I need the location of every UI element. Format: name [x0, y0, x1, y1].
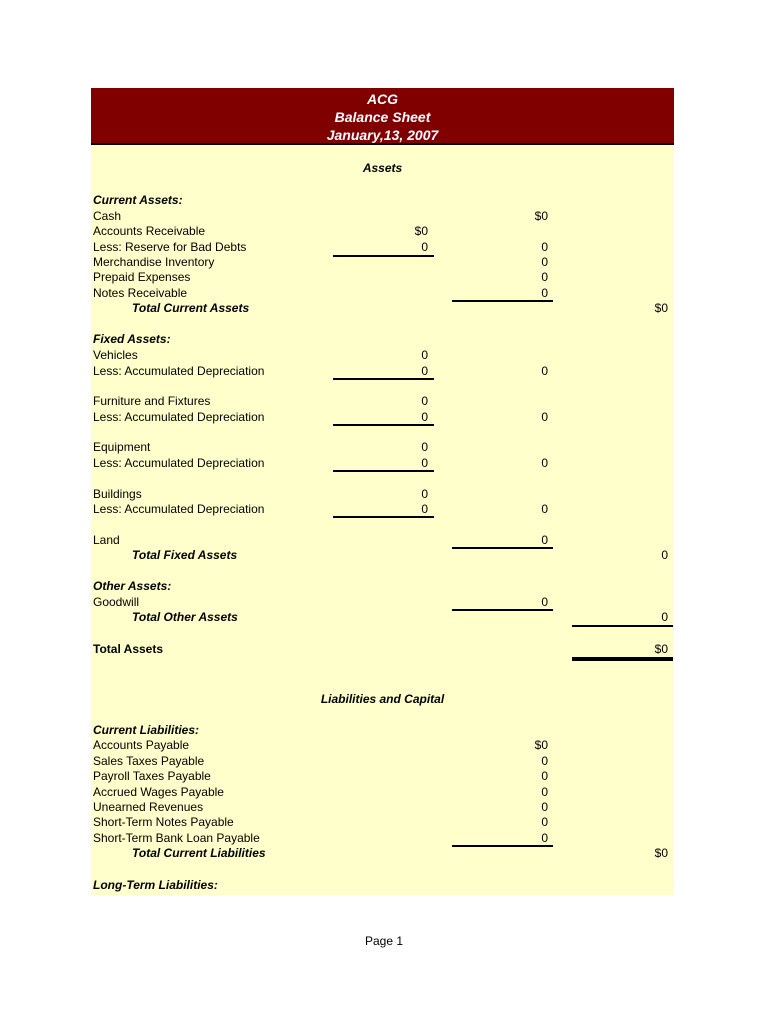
vehicles-value: 0 [421, 348, 428, 362]
notes-label: Notes Receivable [93, 286, 188, 300]
equipment-dep-value: 0 [421, 456, 428, 470]
long-term-liabilities-heading: Long-Term Liabilities: [93, 878, 218, 892]
buildings-net-value: 0 [541, 502, 548, 516]
st-notes-value: 0 [541, 815, 548, 829]
underline [452, 300, 553, 302]
buildings-label: Buildings [93, 487, 142, 501]
wages-label: Accrued Wages Payable [93, 785, 224, 799]
ar-value: $0 [414, 224, 428, 238]
current-assets-heading: Current Assets: [93, 193, 183, 207]
inventory-value: 0 [541, 255, 548, 269]
st-notes-label: Short-Term Notes Payable [93, 815, 234, 829]
furniture-dep-value: 0 [421, 410, 428, 424]
total-assets-label: Total Assets [93, 642, 164, 656]
equipment-dep-label: Less: Accumulated Depreciation [93, 456, 265, 470]
st-loan-value: 0 [541, 831, 548, 845]
vehicles-dep-label: Less: Accumulated Depreciation [93, 364, 265, 378]
underline [333, 424, 434, 426]
cash-label: Cash [93, 209, 122, 223]
unearned-label: Unearned Revenues [93, 800, 204, 814]
prepaid-value: 0 [541, 270, 548, 284]
underline [452, 845, 553, 847]
sales-tax-value: 0 [541, 754, 548, 768]
buildings-dep-value: 0 [421, 502, 428, 516]
wages-value: 0 [541, 785, 548, 799]
vehicles-label: Vehicles [93, 348, 138, 362]
vehicles-net-value: 0 [541, 364, 548, 378]
report-date: January,13, 2007 [326, 127, 439, 143]
buildings-dep-label: Less: Accumulated Depreciation [93, 502, 265, 516]
underline [333, 255, 434, 257]
net-ar-value: 0 [541, 240, 548, 254]
notes-value: 0 [541, 286, 548, 300]
ap-value: $0 [534, 738, 548, 752]
land-value: 0 [541, 533, 548, 547]
sheet-header [91, 88, 674, 145]
equipment-value: 0 [421, 440, 428, 454]
total-fixed-assets-value: 0 [661, 548, 668, 562]
total-fixed-assets-label: Total Fixed Assets [132, 548, 238, 562]
other-assets-heading: Other Assets: [93, 579, 172, 593]
ap-label: Accounts Payable [93, 738, 190, 752]
total-assets-value: $0 [654, 642, 668, 656]
prepaid-label: Prepaid Expenses [93, 270, 191, 284]
underline [452, 609, 553, 611]
report-title: Balance Sheet [334, 109, 431, 125]
furniture-net-value: 0 [541, 410, 548, 424]
inventory-label: Merchandise Inventory [93, 255, 215, 269]
st-loan-label: Short-Term Bank Loan Payable [93, 831, 260, 845]
cash-value: $0 [534, 209, 548, 223]
current-liabilities-heading: Current Liabilities: [93, 723, 200, 737]
payroll-tax-value: 0 [541, 769, 548, 783]
fixed-assets-heading: Fixed Assets: [93, 332, 171, 346]
goodwill-label: Goodwill [93, 595, 140, 609]
goodwill-value: 0 [541, 595, 548, 609]
total-current-liabilities-label: Total Current Liabilities [132, 846, 266, 860]
double-underline [572, 657, 673, 661]
reserve-label: Less: Reserve for Bad Debts [93, 240, 247, 254]
equipment-label: Equipment [93, 440, 151, 454]
total-current-assets-label: Total Current Assets [132, 301, 250, 315]
furniture-label: Furniture and Fixtures [93, 394, 211, 408]
total-other-assets-value: 0 [661, 610, 668, 624]
underline [333, 378, 434, 380]
reserve-value: 0 [421, 240, 428, 254]
furniture-value: 0 [421, 394, 428, 408]
total-current-liabilities-value: $0 [654, 846, 668, 860]
liabilities-title: Liabilities and Capital [320, 692, 445, 706]
total-other-assets-label: Total Other Assets [132, 610, 238, 624]
payroll-tax-label: Payroll Taxes Payable [93, 769, 211, 783]
vehicles-dep-value: 0 [421, 364, 428, 378]
sales-tax-label: Sales Taxes Payable [93, 754, 205, 768]
unearned-value: 0 [541, 800, 548, 814]
ar-label: Accounts Receivable [93, 224, 206, 238]
equipment-net-value: 0 [541, 456, 548, 470]
assets-title: Assets [362, 161, 403, 175]
underline [572, 625, 673, 627]
total-current-assets-value: $0 [654, 301, 668, 315]
land-label: Land [93, 533, 120, 547]
balance-sheet [91, 88, 674, 895]
underline [333, 516, 434, 518]
buildings-value: 0 [421, 487, 428, 501]
page-number: Page 1 [364, 934, 404, 948]
underline [452, 547, 553, 549]
underline [333, 470, 434, 472]
furniture-dep-label: Less: Accumulated Depreciation [93, 410, 265, 424]
company-name: ACG [366, 91, 399, 107]
